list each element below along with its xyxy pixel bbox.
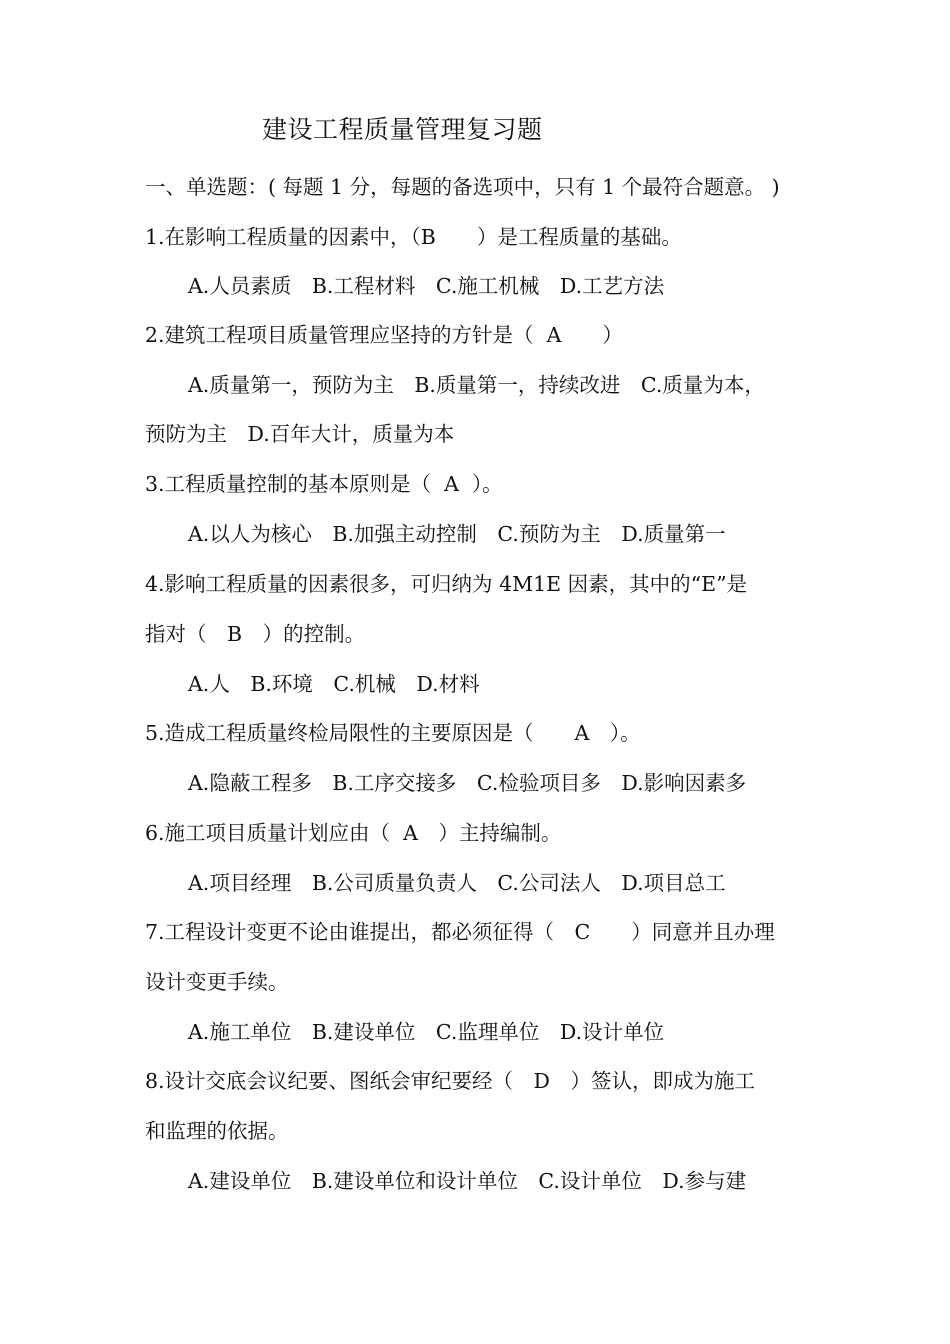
question-1-stem: 1.在影响工程质量的因素中，（B ）是工程质量的基础。: [145, 225, 682, 249]
question-1-options: A.人员素质 B.工程材料 C.施工机械 D.工艺方法: [188, 274, 665, 298]
question-2-options: A.质量第一，预防为主 B.质量第一，持续改进 C.质量为本，: [188, 373, 765, 397]
question-2-options-continued: 预防为主 D.百年大计，质量为本: [145, 422, 455, 446]
question-7-stem: 7.工程设计变更不论由谁提出，都必须征得（ C ）同意并且办理: [145, 920, 775, 944]
question-6-options: A.项目经理 B.公司质量负责人 C.公司法人 D.项目总工: [188, 871, 726, 895]
question-8-options: A.建设单位 B.建设单位和设计单位 C.设计单位 D.参与建: [188, 1169, 747, 1193]
question-4-stem-continued: 指对（ B ）的控制。: [145, 622, 366, 646]
question-5-options: A.隐蔽工程多 B.工序交接多 C.检验项目多 D.影响因素多: [188, 771, 747, 795]
question-8-stem: 8.设计交底会议纪要、图纸会审纪要经（ D ）签认，即成为施工: [145, 1069, 755, 1093]
question-6-stem: 6.施工项目质量计划应由（ A ）主持编制。: [145, 821, 562, 845]
section-heading: 一、单选题：( 每题 1 分，每题的备选项中，只有 1 个最符合题意。 ): [145, 175, 780, 199]
question-3-options: A.以人为核心 B.加强主动控制 C.预防为主 D.质量第一: [188, 522, 726, 546]
question-5-stem: 5.造成工程质量终检局限性的主要原因是（ A ）。: [145, 721, 641, 745]
document-title: 建设工程质量管理复习题: [262, 115, 543, 144]
question-4-stem: 4.影响工程质量的因素很多，可归纳为 4M1E 因素，其中的“E”是: [145, 572, 748, 596]
question-3-stem: 3.工程质量控制的基本原则是（ A ）。: [145, 472, 503, 496]
question-7-options: A.施工单位 B.建设单位 C.监理单位 D.设计单位: [188, 1020, 665, 1044]
question-7-stem-continued: 设计变更手续。: [145, 970, 289, 994]
question-2-stem: 2.建筑工程项目质量管理应坚持的方针是（ A ）: [145, 323, 623, 347]
question-8-stem-continued: 和监理的依据。: [145, 1119, 289, 1143]
question-4-options: A.人 B.环境 C.机械 D.材料: [188, 672, 480, 696]
